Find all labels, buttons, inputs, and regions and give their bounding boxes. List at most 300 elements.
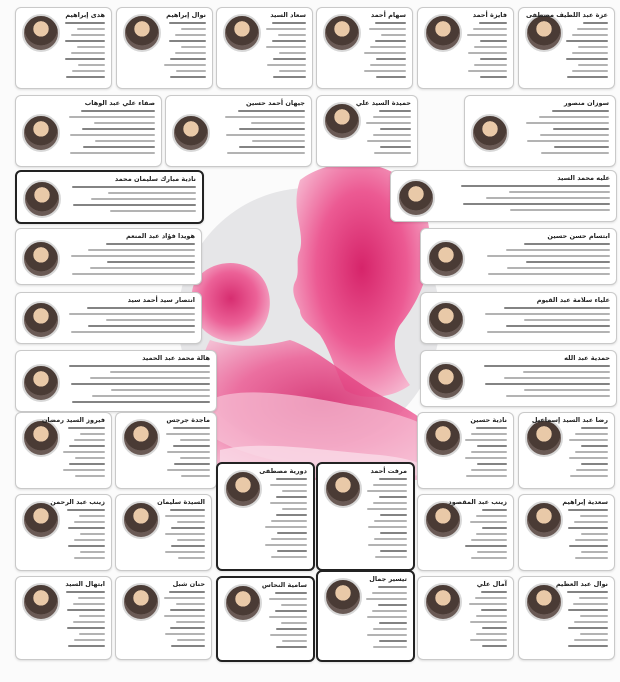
text-line (165, 515, 206, 517)
text-line (374, 520, 407, 522)
profile-name: جيهان أحمد حسين (246, 99, 305, 107)
text-line (82, 128, 155, 130)
text-line (510, 209, 610, 211)
text-line (579, 597, 608, 599)
text-line (270, 484, 307, 486)
profile-card (316, 7, 413, 89)
text-line (566, 40, 608, 42)
avatar (424, 501, 462, 539)
text-line (88, 249, 195, 251)
text-line (239, 128, 306, 130)
text-line (110, 371, 211, 373)
text-line (471, 539, 507, 541)
text-line (81, 110, 155, 112)
text-line (276, 514, 307, 516)
avatar (224, 584, 262, 622)
avatar (424, 419, 462, 457)
text-line (581, 427, 608, 429)
profile-name: سوزان منصور (563, 99, 609, 107)
text-line (466, 475, 507, 477)
text-line (566, 58, 608, 60)
text-line (110, 210, 196, 212)
avatar (22, 364, 60, 402)
avatar (22, 583, 60, 621)
text-line (181, 475, 211, 477)
text-line (465, 457, 507, 459)
text-line (540, 134, 609, 136)
text-line (74, 521, 106, 523)
text-line (379, 640, 407, 642)
profile-card (15, 576, 112, 660)
text-line (74, 639, 106, 641)
text-line (575, 433, 608, 435)
text-line (470, 621, 507, 623)
text-line (567, 76, 608, 78)
text-line (273, 58, 306, 60)
text-line (482, 645, 507, 647)
text-line (580, 515, 608, 517)
text-line (252, 140, 305, 142)
text-line (572, 70, 608, 72)
avatar (525, 419, 563, 457)
text-line (69, 365, 210, 367)
profile-card (316, 570, 415, 662)
text-line (469, 603, 507, 605)
profile-card (417, 7, 514, 89)
text-line (526, 261, 610, 263)
text-line (271, 538, 307, 540)
text-line (524, 319, 610, 321)
text-line (164, 64, 206, 66)
profile-card (115, 412, 217, 489)
text-line (176, 621, 205, 623)
text-line (106, 319, 195, 321)
text-line (73, 204, 196, 206)
text-line (269, 616, 307, 618)
profile-card (216, 576, 315, 662)
text-line (374, 152, 412, 154)
text-line (367, 508, 407, 510)
text-line (380, 146, 411, 148)
profile-card (15, 494, 112, 571)
text-line (476, 515, 507, 517)
text-line (92, 395, 211, 397)
avatar (23, 180, 61, 218)
text-line (80, 533, 105, 535)
text-line (482, 527, 507, 529)
avatar (427, 301, 465, 339)
text-line (574, 521, 608, 523)
text-line (376, 58, 406, 60)
text-line (366, 122, 411, 124)
text-line (63, 451, 105, 453)
text-line (74, 539, 105, 541)
text-line (569, 457, 608, 459)
text-line (480, 76, 507, 78)
text-line (80, 551, 105, 553)
text-line (74, 557, 105, 559)
text-line (67, 609, 105, 611)
avatar (22, 14, 60, 52)
text-line (177, 521, 205, 523)
text-line (367, 634, 407, 636)
text-line (568, 527, 608, 529)
text-line (271, 520, 307, 522)
text-line (524, 243, 610, 245)
text-line (581, 445, 608, 447)
text-line (173, 427, 211, 429)
text-line (67, 627, 105, 629)
text-line (580, 615, 608, 617)
text-line (471, 433, 507, 435)
profile-name: نوال عبد العظيم (555, 580, 608, 588)
text-line (266, 46, 306, 48)
text-line (541, 152, 609, 154)
profile-card (518, 412, 615, 489)
text-line (75, 457, 105, 459)
profile-name: زينب عبد المقصود (448, 498, 507, 506)
profile-name: سعاد السيد (270, 11, 306, 19)
text-line (476, 533, 507, 535)
text-line (461, 185, 610, 187)
text-line (71, 331, 195, 333)
text-line (581, 533, 608, 535)
text-line (111, 389, 210, 391)
text-line (69, 445, 105, 447)
profile-card (420, 228, 617, 285)
text-line (380, 532, 407, 534)
text-line (504, 377, 610, 379)
avatar (525, 14, 563, 52)
text-line (379, 478, 407, 480)
text-line (251, 122, 305, 124)
text-line (372, 592, 407, 594)
text-line (369, 28, 406, 30)
profile-name: حميدة السيد علي (355, 99, 411, 107)
text-line (581, 551, 608, 553)
text-line (379, 496, 407, 498)
profile-card (316, 462, 415, 571)
text-line (226, 134, 305, 136)
profile-name: سامية النحاس (261, 581, 307, 589)
text-line (87, 307, 195, 309)
text-line (470, 521, 507, 523)
text-line (583, 22, 608, 24)
text-line (267, 64, 306, 66)
text-line (476, 427, 507, 429)
text-line (468, 52, 507, 54)
profile-name: صفاء علي عبد الوهاب (84, 99, 155, 107)
text-line (279, 52, 306, 54)
text-line (527, 140, 609, 142)
text-line (370, 46, 406, 48)
text-line (66, 591, 105, 593)
text-line (552, 110, 609, 112)
text-line (108, 192, 196, 194)
text-line (170, 58, 206, 60)
profile-card (390, 170, 617, 222)
text-line (568, 509, 608, 511)
text-line (170, 509, 205, 511)
text-line (526, 122, 609, 124)
text-line (73, 621, 105, 623)
text-line (477, 551, 507, 553)
text-line (275, 610, 307, 612)
text-line (270, 502, 307, 504)
avatar (22, 114, 60, 152)
text-line (569, 545, 608, 547)
avatar (424, 583, 462, 621)
text-line (70, 134, 156, 136)
text-line (225, 116, 305, 118)
text-line (181, 28, 206, 30)
text-line (265, 526, 307, 528)
text-line (281, 622, 307, 624)
text-line (175, 34, 206, 36)
text-line (367, 616, 408, 618)
text-line (238, 110, 305, 112)
text-line (577, 28, 608, 30)
text-line (485, 383, 610, 385)
text-line (90, 377, 210, 379)
text-line (467, 34, 507, 36)
text-line (376, 76, 406, 78)
text-line (480, 58, 507, 60)
avatar (123, 14, 161, 52)
text-line (94, 122, 155, 124)
text-line (581, 463, 608, 465)
text-line (167, 451, 211, 453)
profile-name: ابتهال السيد (65, 580, 105, 588)
profile-name: عزة عبد اللطيف مصطفى (525, 11, 608, 19)
text-line (71, 255, 195, 257)
text-line (79, 633, 105, 635)
text-line (178, 557, 205, 559)
text-line (572, 34, 608, 36)
text-line (506, 325, 610, 327)
text-line (379, 110, 411, 112)
profile-card (216, 462, 315, 571)
text-line (378, 604, 407, 606)
text-line (374, 538, 407, 540)
text-line (477, 445, 507, 447)
text-line (66, 76, 105, 78)
text-line (72, 186, 196, 188)
text-line (574, 621, 608, 623)
avatar (122, 583, 160, 621)
profile-name: السيدة سليمان (157, 498, 205, 506)
text-line (171, 527, 205, 529)
text-line (471, 469, 507, 471)
avatar (223, 14, 261, 52)
profile-card (417, 494, 514, 571)
text-line (174, 463, 211, 465)
text-line (524, 389, 610, 391)
profile-card (420, 292, 617, 344)
text-line (74, 439, 105, 441)
text-line (368, 544, 407, 546)
text-line (481, 591, 507, 593)
text-line (364, 52, 406, 54)
profile-name: ابتسام حسن حسين (547, 232, 610, 240)
text-line (373, 628, 407, 630)
profile-name: زينب عبد الرحمن (50, 498, 105, 506)
text-line (468, 70, 507, 72)
text-line (80, 433, 105, 435)
profile-name: انتصار سيد أحمد سيد (127, 296, 195, 304)
text-line (381, 34, 406, 36)
text-line (569, 439, 608, 441)
profile-name: عليه محمد السيد (557, 174, 610, 182)
text-line (367, 490, 407, 492)
profile-card (165, 95, 312, 167)
text-line (504, 307, 610, 309)
text-line (95, 140, 155, 142)
profile-card (15, 95, 162, 167)
text-line (568, 645, 608, 647)
text-line (380, 128, 412, 130)
text-line (486, 197, 610, 199)
text-line (175, 52, 206, 54)
avatar (525, 583, 563, 621)
text-line (69, 463, 105, 465)
avatar (122, 419, 160, 457)
text-line (71, 52, 105, 54)
text-line (69, 116, 155, 118)
avatar (397, 179, 435, 217)
avatar (224, 470, 262, 508)
profile-name: رضا عبد السيد إسماعيل (531, 416, 608, 424)
profile-card (15, 292, 202, 344)
text-line (572, 52, 608, 54)
text-line (180, 457, 210, 459)
text-line (171, 545, 205, 547)
profile-card (316, 95, 418, 167)
text-line (165, 533, 205, 535)
text-line (279, 70, 306, 72)
text-line (378, 586, 407, 588)
profile-name: حنان شبل (172, 580, 205, 588)
profile-card (15, 228, 202, 285)
profile-card (216, 7, 313, 89)
profile-name: نادية مبارك سليمان محمد (114, 175, 196, 183)
text-line (90, 267, 195, 269)
text-line (281, 604, 307, 606)
text-line (169, 591, 205, 593)
avatar (427, 362, 465, 400)
text-line (277, 532, 307, 534)
text-line (70, 152, 155, 154)
avatar (122, 501, 160, 539)
avatar (172, 114, 210, 152)
text-line (176, 603, 205, 605)
avatar (324, 578, 362, 616)
text-line (364, 70, 406, 72)
text-line (570, 475, 608, 477)
profile-name: هالة محمد عبد الحميد (142, 354, 210, 362)
text-line (265, 544, 307, 546)
text-line (276, 478, 308, 480)
profile-card (518, 576, 615, 660)
text-line (180, 439, 211, 441)
text-line (75, 475, 105, 477)
text-line (479, 22, 507, 24)
text-line (373, 502, 407, 504)
text-line (366, 598, 407, 600)
text-line (506, 395, 610, 397)
profile-name: علياء سلامة عبد القيوم (536, 296, 610, 304)
text-line (470, 639, 507, 641)
text-line (488, 273, 610, 275)
profile-card (15, 412, 112, 489)
text-line (480, 40, 507, 42)
avatar (525, 501, 563, 539)
text-line (375, 556, 407, 558)
text-line (171, 645, 205, 647)
text-line (68, 427, 105, 429)
text-line (574, 639, 608, 641)
profile-name: فيروز السيد رمضان (41, 416, 105, 424)
text-line (509, 191, 611, 193)
text-line (77, 46, 105, 48)
avatar (22, 419, 60, 457)
text-line (177, 639, 205, 641)
avatar (323, 102, 361, 140)
profile-name: سهام أحمد (370, 11, 406, 19)
text-line (165, 551, 205, 553)
text-line (575, 557, 608, 559)
text-line (477, 463, 507, 465)
text-line (164, 597, 205, 599)
text-line (375, 22, 406, 24)
text-line (72, 401, 210, 403)
text-line (276, 646, 307, 648)
text-line (567, 591, 608, 593)
profile-name: نادية حسين (470, 416, 507, 424)
avatar (22, 501, 60, 539)
text-line (266, 28, 306, 30)
text-line (67, 509, 105, 511)
profile-card (115, 576, 212, 660)
text-line (539, 116, 609, 118)
text-line (91, 198, 196, 200)
text-line (465, 439, 507, 441)
text-line (68, 645, 105, 647)
text-line (77, 28, 105, 30)
text-line (170, 627, 205, 629)
avatar (424, 14, 462, 52)
text-line (373, 646, 407, 648)
text-line (506, 249, 610, 251)
text-line (165, 633, 206, 635)
text-line (380, 514, 407, 516)
text-line (481, 609, 507, 611)
text-line (65, 22, 106, 24)
text-line (72, 273, 195, 275)
text-line (553, 128, 609, 130)
avatar (22, 240, 60, 278)
text-line (277, 550, 307, 552)
text-line (370, 64, 406, 66)
text-line (484, 365, 610, 367)
text-line (164, 615, 205, 617)
avatar (324, 470, 362, 508)
text-line (271, 556, 307, 558)
profile-card (15, 170, 204, 224)
text-line (375, 40, 406, 42)
text-line (106, 243, 195, 245)
profile-name: سعدية إبراهيم (562, 498, 608, 506)
